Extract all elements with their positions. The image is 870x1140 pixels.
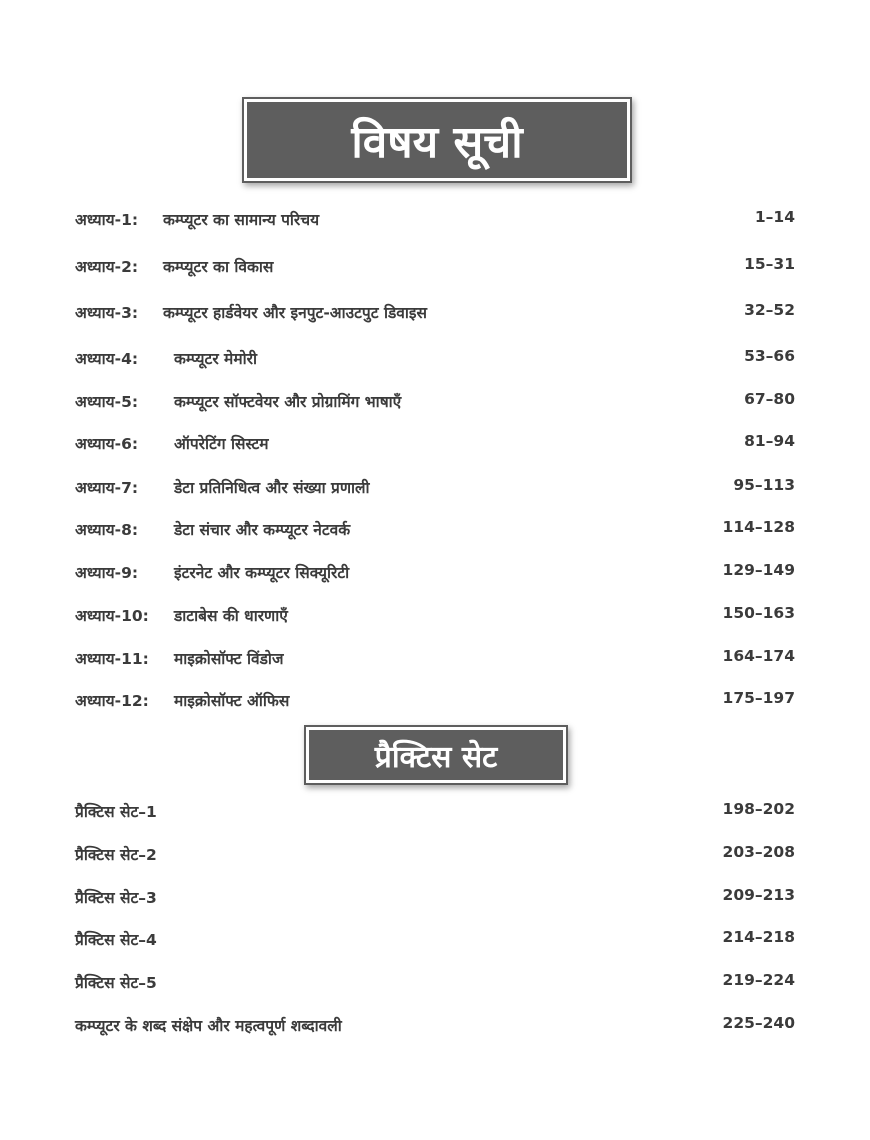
- chapter-title: कम्प्यूटर का सामान्य परिचय: [163, 211, 320, 229]
- chapter-row: [75, 390, 795, 414]
- chapter-label: अध्याय-4:: [75, 350, 139, 368]
- chapter-label: अध्याय-6:: [75, 435, 139, 453]
- chapter-row: [75, 476, 795, 500]
- chapter-title: कम्प्यूटर सॉफ्टवेयर और प्रोग्रामिंग भाषाएँ: [174, 393, 402, 411]
- page-title: विषय सूची: [247, 102, 627, 178]
- practice-set-row: [75, 928, 795, 952]
- chapter-pages: 53–66: [744, 347, 795, 365]
- chapter-pages: 95–113: [733, 476, 795, 494]
- practice-set-row: [75, 886, 795, 910]
- chapter-pages: 15–31: [744, 255, 795, 273]
- practice-set-title: प्रैक्टिस सेट–5: [75, 974, 157, 992]
- practice-set-pages: 225–240: [722, 1014, 795, 1032]
- chapter-label: अध्याय-3:: [75, 304, 139, 322]
- chapter-row: [75, 604, 795, 628]
- practice-set-title: प्रैक्टिस सेट–3: [75, 889, 157, 907]
- chapter-title: ऑपरेटिंग सिस्टम: [174, 435, 269, 453]
- chapter-row: [75, 432, 795, 456]
- chapter-title: कम्प्यूटर हार्डवेयर और इनपुट-आउटपुट डिवाइस: [163, 304, 427, 322]
- chapter-pages: 175–197: [722, 689, 795, 707]
- practice-set-pages: 198–202: [722, 800, 795, 818]
- chapter-title: डाटाबेस की धारणाएँ: [174, 607, 288, 625]
- chapter-title: कम्प्यूटर का विकास: [163, 258, 274, 276]
- chapter-row: [75, 647, 795, 671]
- chapter-label: अध्याय-9:: [75, 564, 139, 582]
- chapter-pages: 114–128: [722, 518, 795, 536]
- section-title-practice-sets: प्रैक्टिस सेट: [309, 730, 563, 780]
- chapter-title: कम्प्यूटर मेमोरी: [174, 350, 257, 368]
- chapter-row: [75, 301, 795, 325]
- chapter-row: [75, 208, 795, 232]
- chapter-label: अध्याय-2:: [75, 258, 139, 276]
- chapter-label: अध्याय-5:: [75, 393, 139, 411]
- chapter-pages: 67–80: [744, 390, 795, 408]
- chapter-pages: 150–163: [722, 604, 795, 622]
- chapter-title: डेटा प्रतिनिधित्व और संख्या प्रणाली: [174, 479, 370, 497]
- chapter-row: [75, 689, 795, 713]
- practice-set-title: प्रैक्टिस सेट–1: [75, 803, 157, 821]
- practice-set-title: प्रैक्टिस सेट–2: [75, 846, 157, 864]
- chapter-row: [75, 518, 795, 542]
- chapter-pages: 32–52: [744, 301, 795, 319]
- chapter-row: [75, 561, 795, 585]
- chapter-title: इंटरनेट और कम्प्यूटर सिक्यूरिटी: [174, 564, 350, 582]
- chapter-row: [75, 255, 795, 279]
- chapter-title: माइक्रोसॉफ्ट विंडोज: [174, 650, 284, 668]
- chapter-label: अध्याय-10:: [75, 607, 149, 625]
- practice-set-pages: 219–224: [722, 971, 795, 989]
- chapter-title: माइक्रोसॉफ्ट ऑफिस: [174, 692, 290, 710]
- practice-set-pages: 214–218: [722, 928, 795, 946]
- practice-set-row: [75, 1014, 795, 1038]
- practice-set-row: [75, 843, 795, 867]
- practice-set-title: प्रैक्टिस सेट–4: [75, 931, 157, 949]
- chapter-label: अध्याय-7:: [75, 479, 139, 497]
- chapter-label: अध्याय-1:: [75, 211, 139, 229]
- practice-set-title: कम्प्यूटर के शब्द संक्षेप और महत्वपूर्ण शब्दावली: [75, 1017, 342, 1035]
- practice-set-pages: 203–208: [722, 843, 795, 861]
- chapter-pages: 1–14: [754, 208, 795, 226]
- chapter-label: अध्याय-8:: [75, 521, 139, 539]
- chapter-label: अध्याय-11:: [75, 650, 149, 668]
- chapter-pages: 164–174: [722, 647, 795, 665]
- practice-set-row: [75, 971, 795, 995]
- chapter-title: डेटा संचार और कम्प्यूटर नेटवर्क: [174, 521, 351, 539]
- chapter-label: अध्याय-12:: [75, 692, 149, 710]
- chapter-pages: 129–149: [722, 561, 795, 579]
- practice-set-pages: 209–213: [722, 886, 795, 904]
- chapter-pages: 81–94: [744, 432, 795, 450]
- practice-set-row: [75, 800, 795, 824]
- chapter-row: [75, 347, 795, 371]
